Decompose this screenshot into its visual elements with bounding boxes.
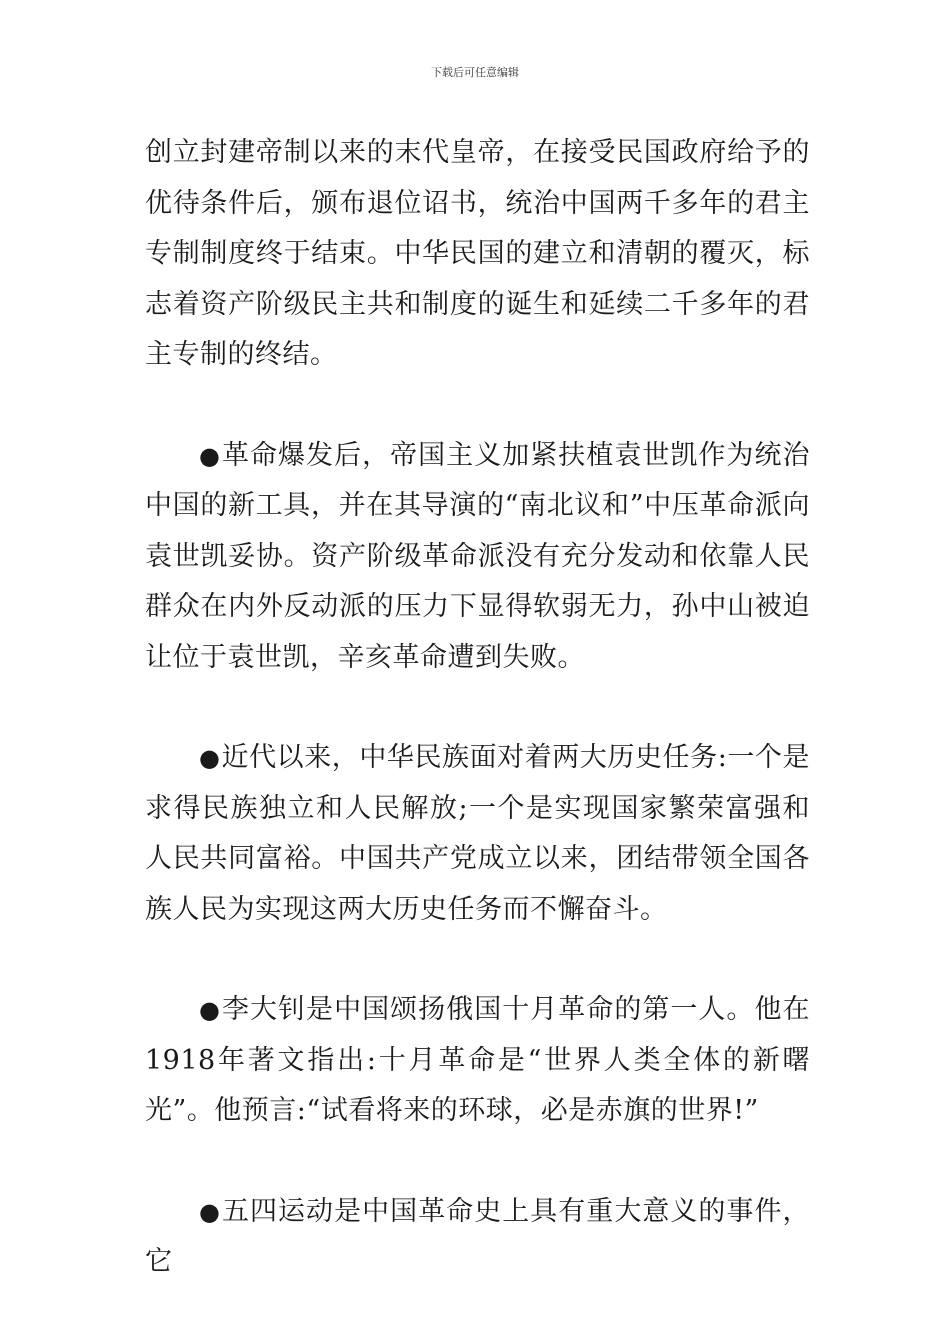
paragraph-text: 近代以来，中华民族面对着两大历史任务:一个是求得民族独立和人民解放;一个是实现国家繁荣富强和人民共同富裕。中国共产党成立以来，团结带领全国各族人民为实现这两大历史任务而不懈奋斗。 <box>145 742 810 925</box>
paragraph-historical-tasks <box>145 733 810 935</box>
bullet-icon: ● <box>199 1197 221 1226</box>
paragraph-text: 创立封建帝制以来的末代皇帝，在接受民国政府给予的优待条件后，颁布退位诏书，统治中国两千多年的君主专制制度终于结束。中华民国的建立和清朝的覆灭，标志着资产阶级民主共和制度的诞生和延续二千多年的君主专制的终结。 <box>145 137 810 370</box>
paragraph-text: 革命爆发后，帝国主义加紧扶植袁世凯作为统治中国的新工具，并在其导演的“南北议和”中压革命派向袁世凯妥协。资产阶级革命派没有充分发动和依靠人民群众在内外反动派的压力下显得软弱无力，孙中山被迫让位于袁世凯，辛亥革命遭到失败。 <box>145 439 810 673</box>
paragraph-text: 李大钊是中国颂扬俄国十月革命的第一人。他在1918年著文指出:十月革命是“世界人类全体的新曙光”。他预言:“试看将来的环球，必是赤旗的世界!” <box>145 994 810 1126</box>
page-header: 下载后可任意编辑 <box>431 66 519 79</box>
paragraph-li-dazhao <box>145 985 810 1137</box>
bullet-icon: ● <box>199 744 221 772</box>
bullet-icon: ● <box>199 441 221 470</box>
bullet-icon: ● <box>199 996 221 1024</box>
paragraph-continuation <box>145 128 810 381</box>
paragraph-revolution-failure <box>145 431 810 684</box>
paragraph-text: 五四运动是中国革命史上具有重大意义的事件，它 <box>145 1195 810 1277</box>
document-body <box>145 128 810 1288</box>
paragraph-may-fourth <box>145 1187 810 1288</box>
